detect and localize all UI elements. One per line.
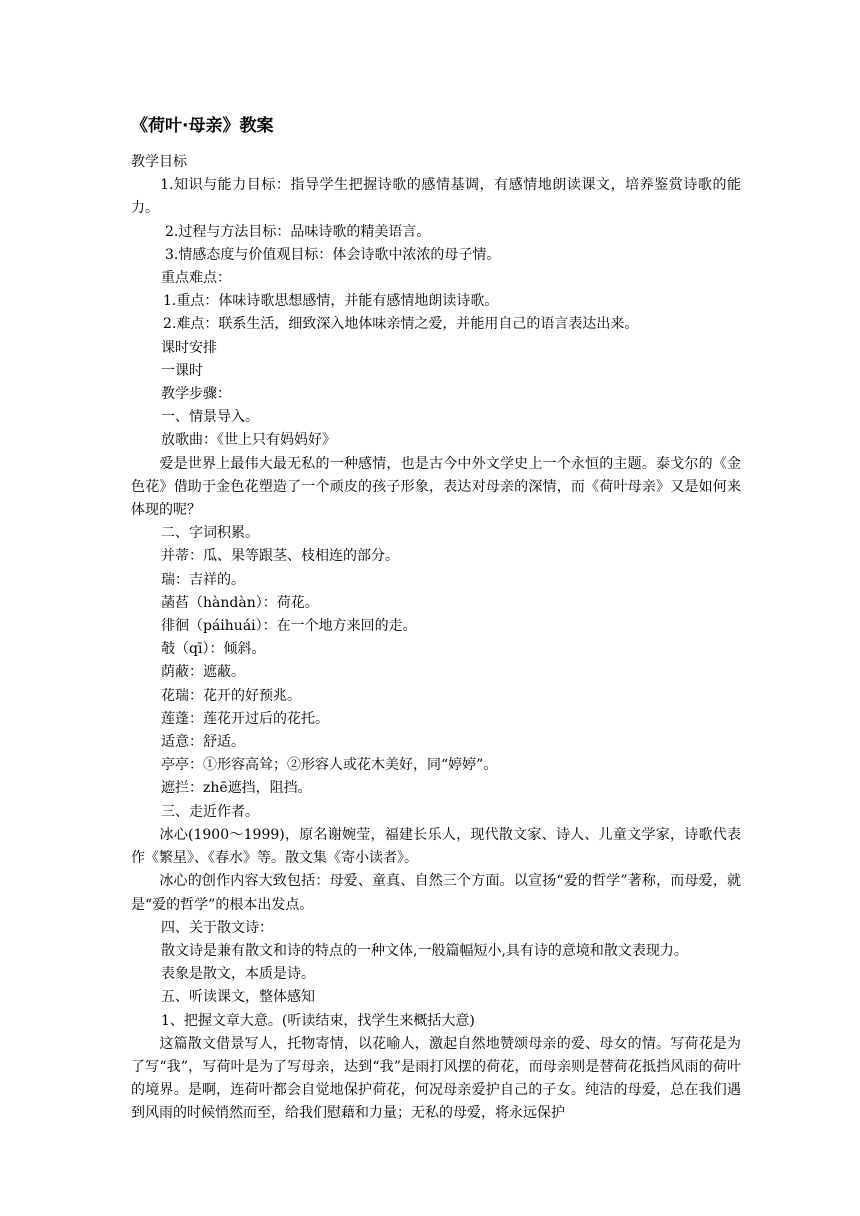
text-line: 爱是世界上最伟大最无私的一种感情，也是古今中外文学史上一个永恒的主题。泰戈尔的《金色花》借助于金色花塑造了一个顽皮的孩子形象，表达对母亲的深情，而《荷叶母亲》又是如何来体现的呢？	[131, 455, 741, 519]
document-page	[131, 113, 741, 1126]
text-line: 遮拦：zhē遮挡，阻挡。	[161, 780, 312, 797]
text-line: 五、听读课文，整体感知	[161, 989, 315, 1006]
text-line: 冰心的创作内容大致包括：母爱、童真、自然三个方面。以宣扬“爱的哲学”著称，而母爱，就是“爱的哲学”的根本出发点。	[131, 873, 741, 913]
text-line: 重点难点：	[161, 270, 231, 287]
text-line: 2.过程与方法目标：品味诗歌的精美语言。	[165, 223, 431, 240]
text-line: 菡萏（hàndàn）：荷花。	[161, 594, 319, 611]
text-line: 表象是散文，本质是诗。	[161, 966, 315, 983]
text-line: 1.知识与能力目标：指导学生把握诗歌的感情基调，有感情地朗读课文，培养鉴赏诗歌的能力。	[131, 177, 741, 217]
text-line: 适意：舒适。	[161, 734, 245, 751]
text-line: 三、走近作者。	[161, 803, 259, 820]
text-line: 2.难点：联系生活，细致深入地体味亲情之爱，并能用自己的语言表达出来。	[163, 316, 639, 333]
text-line: 教学目标	[131, 154, 187, 170]
text-line: 瑞：吉祥的。	[161, 571, 245, 588]
text-line: 课时安排	[161, 339, 217, 356]
text-line: 冰心(1900～1999)，原名谢婉莹，福建长乐人，现代散文家、诗人、儿童文学家，诗歌代表作《繁星》、《春水》等。散文集《寄小读者》。	[131, 826, 741, 867]
text-line: 并蒂：瓜、果等跟茎、枝相连的部分。	[161, 548, 399, 565]
text-line: 四、关于散文诗：	[161, 919, 273, 936]
text-line: 二、字词积累。	[161, 525, 259, 542]
text-line: 荫蔽：遮蔽。	[161, 664, 245, 681]
text-line: 一课时	[161, 362, 203, 379]
document-title: 《荷叶·母亲》教案	[131, 116, 274, 136]
text-line: 放歌曲：《世上只有妈妈好》	[161, 432, 336, 449]
text-line: 徘徊（páihuái）：在一个地方来回的走。	[161, 618, 417, 635]
text-line: 这篇散文借景写人，托物寄情，以花喻人，激起自然地赞颂母亲的爱、母女的情。写荷花是为了写“我”，写荷叶是为了写母亲，达到“我”是雨打风摆的荷花，而母亲则是替荷花抵挡风雨的荷叶的境界。是啊，连荷叶都会自觉地保护荷花，何况母亲爱护自己的子女。纯洁的母爱，总在我们遇到风雨的时候悄然而至，给我们慰藉和力量；无私的母爱，将永远保护	[131, 1035, 741, 1122]
text-line: 亭亭：①形容高耸；②形容人或花木美好，同“婷婷”。	[161, 757, 498, 774]
text-line: 教学步骤：	[161, 386, 231, 403]
document-body	[131, 151, 741, 1126]
text-line: 一、情景导入。	[161, 409, 259, 426]
text-line: 攲（qī）：倾斜。	[161, 641, 266, 658]
text-line: 散文诗是兼有散文和诗的特点的一种文体,一般篇幅短小,具有诗的意境和散文表现力。	[161, 942, 688, 959]
text-line: 莲蓬：莲花开过后的花托。	[161, 710, 329, 727]
text-line: 1.重点：体味诗歌思想感情，并能有感情地朗读诗歌。	[163, 293, 499, 310]
text-line: 花瑞：花开的好预兆。	[161, 687, 301, 704]
text-line: 3.情感态度与价值观目标：体会诗歌中浓浓的母子情。	[165, 246, 501, 263]
text-line: 1、把握文章大意。(听读结束，找学生来概括大意)	[161, 1012, 475, 1029]
